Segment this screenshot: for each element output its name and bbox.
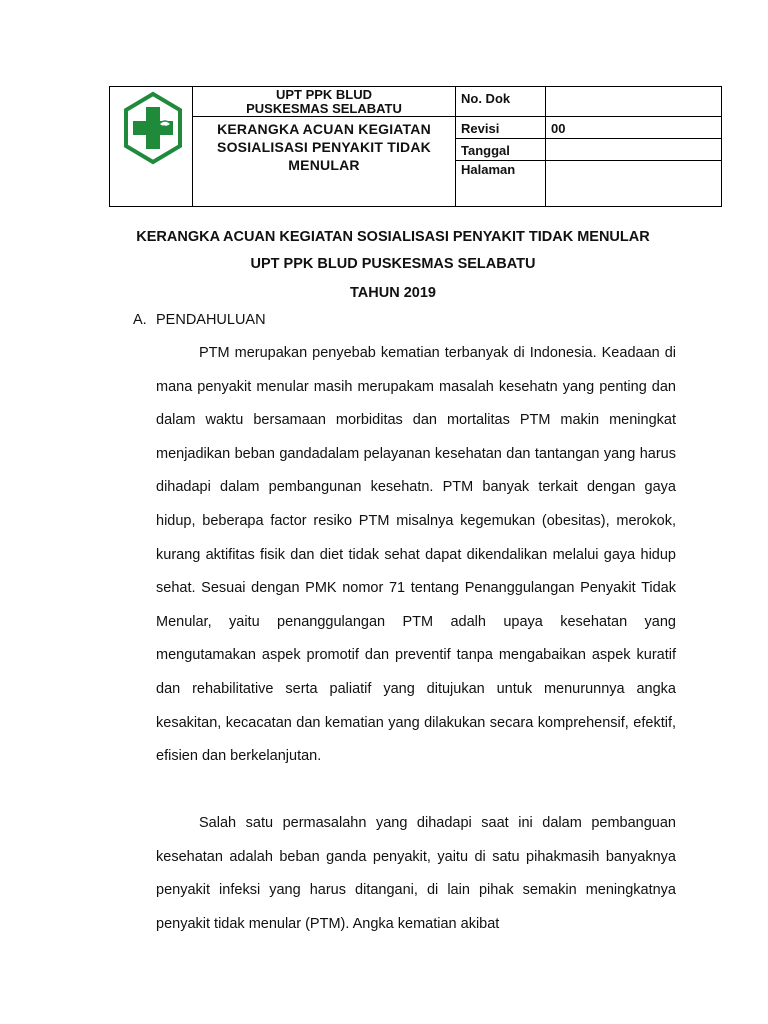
section-title: PENDAHULUAN (156, 312, 266, 328)
section-letter: A. (133, 312, 147, 328)
document-header-table (109, 86, 722, 207)
org-name-line1: UPT PPK BLUD (275, 87, 373, 102)
logo-cell (110, 87, 193, 207)
label-no-dok: No. Dok (456, 87, 546, 117)
header-doc-title: KERANGKA ACUAN KEGIATAN SOSIALISASI PENYAKIT TIDAK MENULAR (217, 121, 431, 173)
puskesmas-logo-icon (122, 91, 184, 165)
value-tanggal (546, 139, 722, 161)
value-halaman (546, 161, 722, 207)
paragraph-2: Salah satu permasalahn yang dihadapi saat ini dalam pembanguan kesehatan adalah beban ganda penyakit, yaitu di satu pihakmasih banyaknya penyakit infeksi yang harus ditangani, di lain pihak semakin meningkatnya penyakit tidak menular (PTM). Angka kematian akibat (156, 815, 676, 932)
section-heading (133, 312, 266, 328)
paragraph-1: PTM merupakan penyebab kematian terbanyak di Indonesia. Keadaan di mana penyakit menular masih merupakam masalah kesehatn yang penting dan dalam waktu bersamaan morbiditas dan mortalitas PTM makin meningkat menjadikan beban gandadalam pelayanan kesehatan dan tantangan yang harus dihadapi dalam pembangunan kesehatn. PTM banyak terkait dengan gaya hidup, beberapa factor resiko PTM misalnya kegemukan (obesitas), merokok, kurang aktifitas fisik dan diet tidak sehat dapat dikendalikan melalui gaya hidup sehat. Sesuai dengan PMK nomor 71 tentang Penanggulangan Penyakit Tidak Menular, yaitu penanggulangan PTM adalh upaya kesehatan yang mengutamakan aspek promotif dan preventif tanpa mengabaikan aspek kuratif dan rehabilitative serta paliatif yang ditujukan untuk menurunnya angka kesakitan, kecacatan dan kematian yang dilakukan secara komprehensif, efektif, efisien dan berkelanjutan. (156, 345, 676, 765)
label-tanggal: Tanggal (456, 139, 546, 161)
doc-title-line1: KERANGKA ACUAN KEGIATAN SOSIALISASI PENYAKIT TIDAK MENULAR (136, 229, 650, 245)
label-revisi: Revisi (456, 117, 546, 139)
label-halaman: Halaman (456, 161, 546, 207)
doc-title-line2: UPT PPK BLUD PUSKESMAS SELABATU (250, 256, 536, 272)
document-title-cell (193, 117, 456, 207)
org-name-line2: PUSKESMAS SELABATU (246, 101, 402, 116)
doc-title-line3: TAHUN 2019 (350, 285, 436, 301)
value-revisi: 00 (546, 117, 722, 139)
value-no-dok (546, 87, 722, 117)
organization-cell (193, 87, 456, 117)
